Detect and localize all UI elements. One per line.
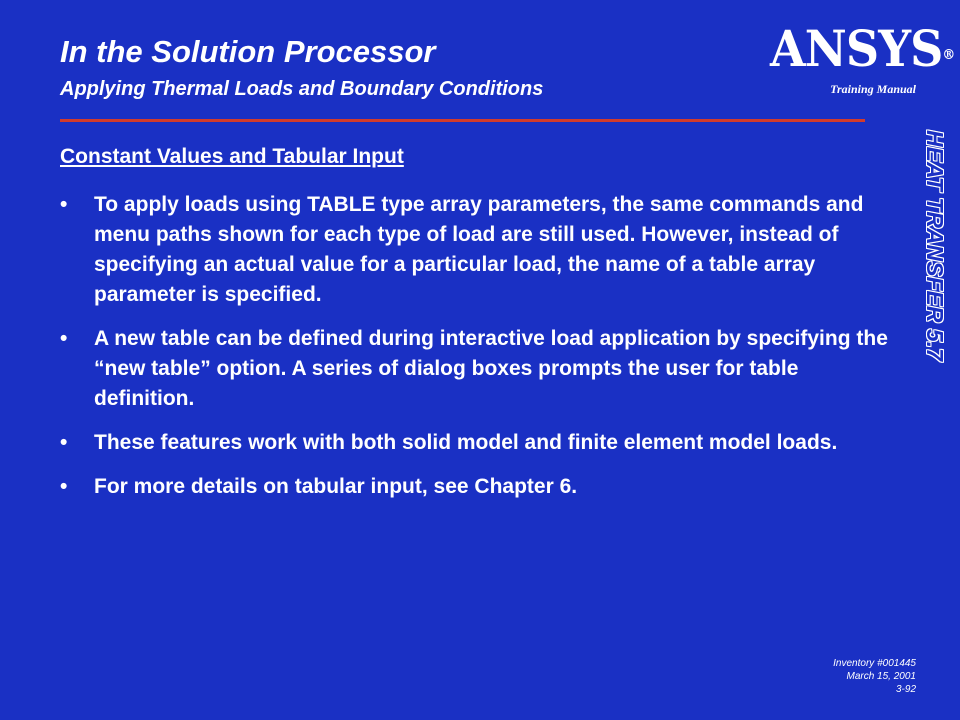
slide-subtitle: Applying Thermal Loads and Boundary Conditions [60,78,544,100]
bullet-dot-icon: • [60,193,68,216]
section-heading: Constant Values and Tabular Input [60,145,404,168]
title-divider [60,119,865,122]
page-number: 3-92 [895,684,916,695]
bullet-dot-icon: • [60,431,68,454]
bullet-item [60,472,890,502]
bullet-dot-icon: • [60,475,68,498]
bullet-list [60,190,890,516]
training-manual-label: Training Manual [830,82,916,96]
slide-footer [833,657,916,696]
inventory-number: Inventory #001445 [833,658,916,669]
slide-title: In the Solution Processor [60,34,436,69]
side-label-heat-transfer: HEAT TRANSFER 5.7 [922,130,948,361]
ansys-logo [770,19,955,78]
bullet-text: These features work with both solid model and finite element model loads. [94,431,838,454]
bullet-item [60,190,890,310]
bullet-text: A new table can be defined during interactive load application by specifying the “new table” option. A series of dialog boxes prompts the user for table definition. [94,327,888,410]
bullet-text: For more details on tabular input, see Chapter 6. [94,475,578,498]
registered-mark: ® [942,47,955,63]
bullet-dot-icon: • [60,327,68,350]
bullet-text: To apply loads using TABLE type array parameters, the same commands and menu paths shown for each type of load are still used. However, instead of specifying an actual value for a particular load, the name of a table array parameter is specified. [94,193,864,306]
footer-date: March 15, 2001 [846,671,916,682]
logo-text: ANSYS [770,19,943,78]
bullet-item [60,324,890,414]
bullet-item [60,428,890,458]
